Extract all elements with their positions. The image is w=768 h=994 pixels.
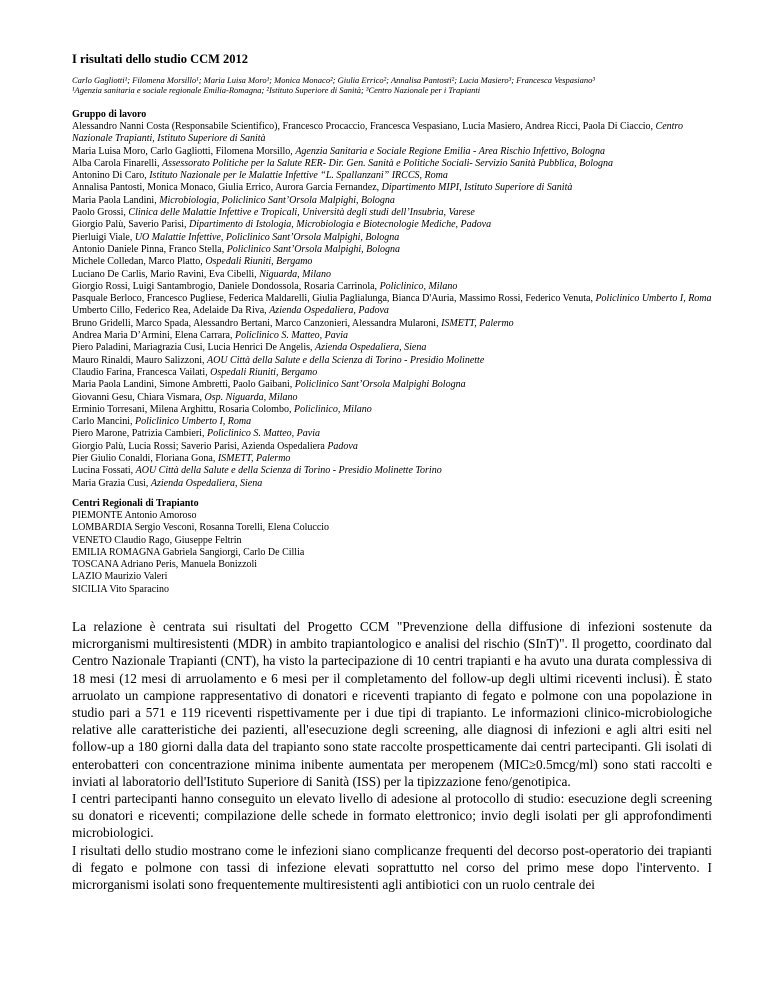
member-names: Lucina Fossati, (72, 465, 136, 477)
working-group-row (72, 219, 712, 231)
member-names: Giorgio Rossi, Luigi Santambrogio, Daniele Dondossola, Rosaria Carrinola, (72, 280, 380, 292)
member-names: Pier Giulio Conaldi, Floriana Gona, (72, 453, 218, 465)
working-group-row (72, 416, 712, 428)
member-names: Erminio Torresani, Milena Arghittu, Rosaria Colombo, (72, 403, 294, 415)
working-group-row (72, 146, 712, 158)
member-names: Pierluigi Viale, (72, 231, 135, 243)
institution-name: Azienda Ospedaliera, Siena (150, 477, 263, 489)
member-names: Maria Grazia Cusi, (72, 477, 151, 489)
institution-name: Agenzia Sanitaria e Sociale Regione Emilia - Area Rischio Infettivo, Bologna (295, 145, 605, 157)
member-names: Giorgio Palù, Lucia Rossi; Saverio Parisi, Azienda Ospedaliera (72, 440, 328, 452)
working-group-row (72, 256, 712, 268)
working-group-row (72, 355, 712, 367)
working-group-row (72, 195, 712, 207)
member-names: Mauro Rinaldi, Mauro Salizzoni, (72, 354, 207, 366)
institution-name: Dipartimento di Istologia, Microbiologia e Biotecnologie Mediche, Padova (189, 219, 492, 231)
working-group-row (72, 232, 712, 244)
institution-name: Policlinico, Milano (379, 280, 458, 292)
working-group-row (72, 330, 712, 342)
working-group-row (72, 379, 712, 391)
institution-name: AOU Città della Salute e della Scienza di Torino - Presidio Molinette (206, 354, 485, 366)
regional-center-row: EMILIA ROMAGNA Gabriela Sangiorgi, Carlo De Cillia (72, 546, 305, 558)
regional-center-row: VENETO Claudio Rago, Giuseppe Feltrin (72, 534, 242, 546)
working-group-row (72, 244, 712, 256)
regional-centers-list (72, 510, 712, 596)
institution-name: ISMETT, Palermo (441, 317, 514, 329)
working-group-row (72, 121, 712, 146)
member-names: Annalisa Pantosti, Monica Monaco, Giulia Errico, Aurora Garcia Fernandez, (72, 182, 382, 194)
institution-name: AOU Città della Salute e della Scienza di Torino - Presidio Molinette Torino (135, 465, 442, 477)
working-group-row (72, 305, 712, 317)
working-group-row (72, 170, 712, 182)
member-names: Piero Marone, Patrizia Cambieri, (72, 428, 207, 440)
working-group-row (72, 404, 712, 416)
institution-name: Niguarda, Milano (259, 268, 332, 280)
working-group-row (72, 453, 712, 465)
member-names: Andrea Maria D’Armini, Elena Carrara, (72, 330, 235, 342)
member-names: Claudio Farina, Francesca Vailati, (72, 366, 211, 378)
institution-name: Ospedali Riuniti, Bergamo (205, 256, 313, 268)
working-group-row (72, 281, 712, 293)
institution-name: Azienda Ospedaliera, Siena (315, 342, 427, 354)
member-names: Giorgio Palù, Saverio Parisi, (72, 219, 190, 231)
institution-name: Clinica delle Malattie Infettive e Tropicali, Università degli studi dell’Insubria, Varese (128, 207, 475, 219)
institution-name: Policlinico Umberto I, Roma (135, 416, 252, 428)
member-names: Giovanni Gesu, Chiara Vismara, (72, 391, 205, 403)
member-names: Maria Luisa Moro, Carlo Gagliotti, Filomena Morsillo, (72, 145, 296, 157)
institution-name: Padova (327, 440, 358, 452)
member-names: Bruno Gridelli, Marco Spada, Alessandro Bertani, Marco Canzonieri, Alessandra Mularoni, (72, 317, 442, 329)
working-group-row (72, 342, 712, 354)
institution-name: Istituto Nazionale per le Malattie Infettive “L. Spallanzani” IRCCS, Roma (149, 170, 448, 182)
body-text (72, 618, 712, 893)
working-group-row (72, 478, 712, 490)
member-names: Piero Paladini, Mariagrazia Cusi, Lucia Henrici De Angelis, (72, 342, 315, 354)
regional-center-row: PIEMONTE Antonio Amoroso (72, 509, 197, 521)
institution-name: ISMETT, Palermo (217, 453, 291, 465)
regional-center-row: LAZIO Maurizio Valeri (72, 571, 168, 583)
member-names: Carlo Mancini, (72, 416, 136, 428)
institution-name: Dipartimento MIPI, Istituto Superiore di Sanità (381, 182, 573, 194)
member-names: Alba Carola Finarelli, (72, 157, 162, 169)
member-names: Luciano De Carlis, Mario Ravini, Eva Cibelli, (72, 268, 260, 280)
regional-centers-heading: Centri Regionali di Trapianto (72, 497, 199, 509)
working-group-row (72, 269, 712, 281)
body-paragraph: La relazione è centrata sui risultati del Progetto CCM "Prevenzione della diffusione di infezioni sostenute da microrganismi multiresistenti (MDR) in ambito trapiantologico e analisi del rischio (SInT)". Il progetto, coordinato dal Centro Nazionale Trapianti (CNT), ha visto la partecipazione di 10 centri trapianti e ha avuto una durata complessiva di 18 mesi (12 mesi di arruolamento e 6 mesi per il completamento del follow-up degli ultimi riceventi inclusi). È stato arruolato un campione rappresentativo di donatori e riceventi trapianto di fegato e polmone con una popolazione in studio pari a 571 e 119 riceventi rispettivamente per i due tipi di trapianto. Le informazioni clinico-microbiologiche relative alle caratteristiche dei pazienti, all'esecuzione degli screening, alle diagnosi di infezioni e agli altri esiti nel follow-up a 180 giorni dalla data del trapianto sono state raccolte prospetticamente dai centri partecipanti. Gli isolati di enterobatteri con concentrazione minima inibente aumentata per meropenem (MIC≥0.5mcg/ml) sono stati raccolti e inviati al laboratorio dell'Istituto Superiore di Sanità (ISS) per la tipizzazione feno/genotipica. (72, 618, 712, 789)
working-group-list (72, 121, 712, 490)
regional-center-row: TOSCANA Adriano Peris, Manuela Bonizzoli (72, 559, 258, 571)
institution-name: Centro Nazionale Trapianti, Istituto Superiore di Sanità (72, 121, 683, 145)
member-names: Umberto Cillo, Federico Rea, Adelaide Da Riva, (72, 305, 270, 317)
working-group-row (72, 465, 712, 477)
member-names: Antonio Daniele Pinna, Franco Stella, (72, 243, 227, 255)
institution-name: Microbiologia, Policlinico Sant’Orsola Malpighi, Bologna (159, 194, 395, 206)
working-group-row (72, 392, 712, 404)
member-names: Michele Colledan, Marco Platto, (72, 256, 206, 268)
member-names: Maria Paola Landini, Simone Ambretti, Paolo Gaibani, (72, 379, 295, 391)
working-group-row (72, 182, 712, 194)
institution-name: Policlinico, Milano (293, 403, 372, 415)
member-names: Alessandro Nanni Costa (Responsabile Scientifico), Francesco Procaccio, Francesca Vespasiano, Lucia Masiero, Andrea Ricci, Paola Di Ciaccio, (72, 121, 656, 132)
institution-name: Policlinico Umberto I, Roma (595, 293, 712, 305)
working-group-row (72, 318, 712, 330)
working-group-row (72, 207, 712, 219)
page-title: I risultati dello studio CCM 2012 (72, 52, 249, 66)
working-group-row (72, 441, 712, 453)
working-group-row (72, 367, 712, 379)
authors-block (72, 75, 712, 95)
member-names: Maria Paola Landini, (72, 194, 160, 206)
institution-name: Azienda Ospedaliera, Padova (269, 305, 389, 317)
regional-center-row: SICILIA Vito Sparacino (72, 583, 169, 595)
regional-center-row: LOMBARDIA Sergio Vesconi, Rosanna Torelli, Elena Coluccio (72, 522, 330, 534)
working-group-row (72, 158, 712, 170)
institution-name: Policlinico Sant’Orsola Malpighi, Bologna (226, 243, 401, 255)
working-group-heading: Gruppo di lavoro (72, 109, 147, 120)
member-names: Pasquale Berloco, Francesco Pugliese, Federica Maldarelli, Giulia Paglialunga, Bianca D'Auria, Massimo Rossi, Federico Venuta, (72, 293, 596, 305)
affiliations-line: ¹Agenzia sanitaria e sociale regionale Emilia-Romagna; ²Istituto Superiore di Sanità; ³Centro Nazionale per i Trapianti (72, 85, 481, 95)
authors-line: Carlo Gagliotti¹; Filomena Morsillo¹; Maria Luisa Moro¹; Monica Monaco²; Giulia Errico²; Annalisa Pantosti²; Lucia Masiero³; Francesca Vespasiano³ (72, 75, 595, 85)
body-paragraph: I centri partecipanti hanno conseguito un elevato livello di adesione al protocollo di studio: esecuzione degli screening su donatori e riceventi; compilazione delle schede in formato elettronico; invio degli isolati per gli approfondimenti microbiologici. (72, 791, 712, 841)
institution-name: Ospedali Riuniti, Bergamo (210, 366, 318, 378)
institution-name: Policlinico Sant’Orsola Malpighi Bologna (294, 379, 466, 391)
institution-name: Policlinico S. Matteo, Pavia (206, 428, 320, 440)
document-page (72, 52, 712, 893)
member-names: Paolo Grossi, (72, 207, 129, 219)
working-group-row (72, 428, 712, 440)
member-names: Antonino Di Caro, (72, 170, 150, 182)
body-paragraph: I risultati dello studio mostrano come le infezioni siano complicanze frequenti del decorso post-operatorio dei trapianti di fegato e polmone con tassi di infezione elevati soprattutto nel corso del primo mese dopo l'intervento. I microrganismi isolati sono frequentemente multiresistenti agli antibiotici con un ruolo centrale dei (72, 842, 712, 893)
institution-name: Osp. Niguarda, Milano (204, 391, 298, 403)
working-group-row (72, 293, 712, 305)
institution-name: Policlinico S. Matteo, Pavia (234, 330, 349, 342)
institution-name: Assessorato Politiche per la Salute RER- Dir. Gen. Sanità e Politiche Sociali- Servizio Sanità Pubblica, Bologna (161, 157, 614, 169)
institution-name: UO Malattie Infettive, Policlinico Sant’Orsola Malpighi, Bologna (134, 231, 400, 243)
